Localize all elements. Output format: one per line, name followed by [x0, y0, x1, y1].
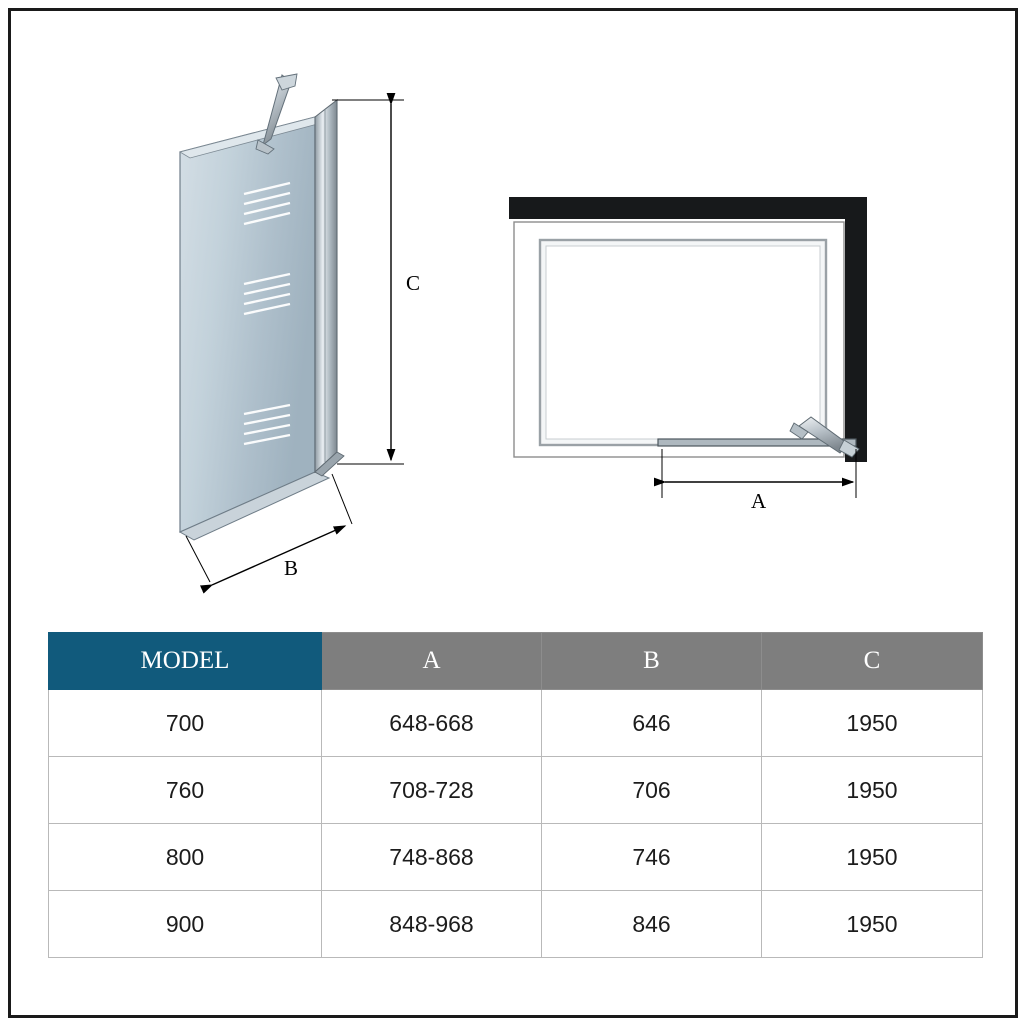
cell-a: 708-728	[322, 757, 542, 824]
cell-a: 748-868	[322, 824, 542, 891]
b-extension-right	[332, 474, 352, 524]
shower-tray-inner-line	[546, 246, 820, 439]
glass-panel	[180, 117, 315, 532]
header-model: MODEL	[49, 633, 322, 690]
header-a: A	[322, 633, 542, 690]
b-extension-left	[186, 536, 210, 582]
cell-model: 900	[49, 891, 322, 958]
header-b: B	[542, 633, 762, 690]
cell-model: 800	[49, 824, 322, 891]
b-dimension-arrow	[212, 526, 345, 585]
cell-b: 646	[542, 690, 762, 757]
b-dimension-label: B	[284, 556, 299, 580]
side-view-drawing	[180, 74, 420, 585]
table-row	[49, 757, 983, 824]
cell-model: 700	[49, 690, 322, 757]
cell-b: 846	[542, 891, 762, 958]
cell-c: 1950	[762, 690, 983, 757]
cell-c: 1950	[762, 891, 983, 958]
technical-drawings	[12, 12, 1014, 612]
cell-a: 848-968	[322, 891, 542, 958]
table-header-row	[49, 633, 983, 690]
specification-table	[48, 632, 983, 958]
cell-a: 648-668	[322, 690, 542, 757]
top-view-drawing	[509, 197, 867, 513]
a-dimension-label: A	[751, 489, 767, 513]
table-row	[49, 690, 983, 757]
header-c: C	[762, 633, 983, 690]
wall-profile-post	[315, 100, 337, 472]
table-row	[49, 891, 983, 958]
cell-c: 1950	[762, 757, 983, 824]
cell-b: 746	[542, 824, 762, 891]
cell-model: 760	[49, 757, 322, 824]
cell-b: 706	[542, 757, 762, 824]
table-row	[49, 824, 983, 891]
c-dimension-label: C	[406, 271, 421, 295]
cell-c: 1950	[762, 824, 983, 891]
